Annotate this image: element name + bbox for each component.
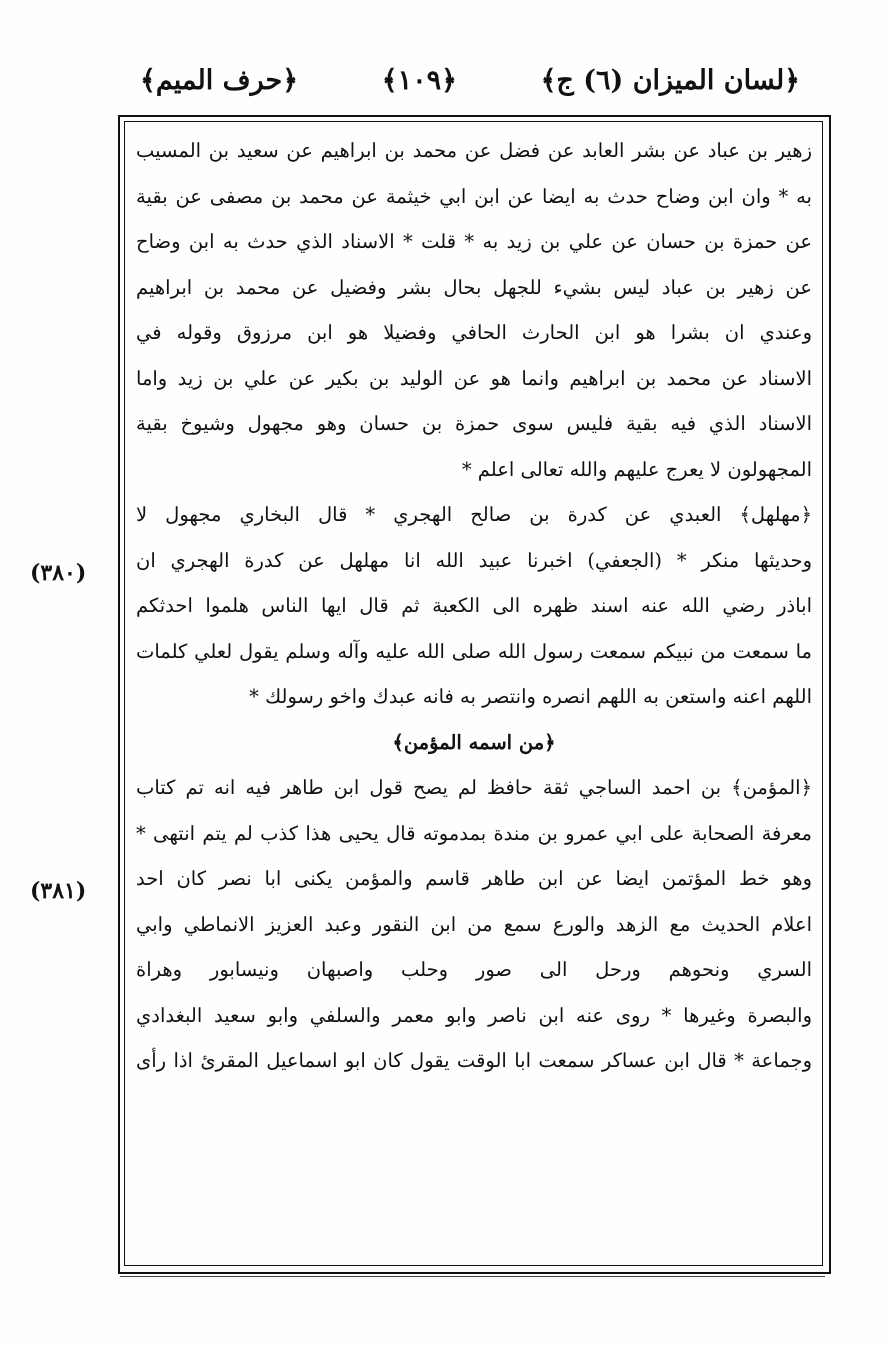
entry-line-muhalhal: ﴿مهلهل﴾ العبدي عن كدرة بن صالح الهجري * قال البخاري مجهول لا — [136, 503, 812, 526]
text-line: وجماعة * قال ابن عساكر سمعت ابا الوقت يقول كان ابو اسماعيل المقرئ اذا رأى — [136, 1049, 812, 1072]
header-chapter: ﴿حرف الميم﴾ — [140, 64, 299, 96]
page-header — [140, 52, 800, 108]
page-number: ﴿١٠٩﴾ — [381, 64, 457, 96]
bottom-rule — [120, 1276, 825, 1277]
text-line: الاسناد عن محمد بن ابراهيم وانما هو عن الوليد بن بكير عن علي بن زيد واما — [136, 366, 812, 390]
text-line: وحديثها منكر * (الجعفي) اخبرنا عبيد الله انا مهلهل عن كدرة الهجري ان — [136, 548, 812, 572]
text-line: وعندي ان بشرا هو ابن الحارث الحافي وفضيلا هو ابن مرزوق وقوله في — [136, 321, 812, 344]
text-line: والبصرة وغيرها * روى عنه ابن ناصر وابو معمر والسلفي وابو سعيد البغدادي — [136, 1003, 812, 1027]
text-line: الاسناد الذي فيه بقية فليس سوى حمزة بن حسان وهو مجهول وشيوخ بقية — [136, 412, 812, 435]
text-line: اللهم اعنه واستعن به اللهم انصره وانتصر به فانه عبدك واخو رسولك * — [249, 685, 812, 708]
text-line: عن حمزة بن حسان عن علي بن زيد به * قلت * الاسناد الذي حدث به ابن وضاح — [136, 230, 812, 253]
entry-number-380: (٣٨٠) — [30, 560, 87, 586]
text-line: معرفة الصحابة على ابي عمرو بن مندة بمدموته قال يحيى هذا كذب لم يتم انتهى * — [136, 821, 812, 845]
text-line: وهو خط المؤتمن ايضا عن ابن طاهر قاسم والمؤمن يكنى ابا نصر كان احد — [136, 867, 812, 890]
text-line: عن زهير بن عباد ليس بشيء للجهل بحال بشر وفضيل عن محمد بن ابراهيم — [136, 275, 812, 299]
text-line: اعلام الحديث مع الزهد والورع سمع من ابن النقور وعبد العزيز الانماطي وابي — [136, 912, 812, 936]
body-text — [136, 128, 812, 1084]
text-line: المجهولون لا يعرج عليهم والله تعالى اعلم * — [461, 457, 812, 481]
text-line: اباذر رضي الله عنه اسند ظهره الى الكعبة ثم قال ايها الناس هلموا احدثكم — [136, 594, 812, 617]
entry-number-381: (٣٨١) — [30, 878, 87, 904]
section-heading: ﴿من اسمه المؤمن﴾ — [392, 730, 556, 754]
text-line: به * وان ابن وضاح حدث به ايضا عن ابن ابي خيثمة عن محمد بن مصفى عن بقية — [136, 184, 812, 208]
header-book-title: ﴿لسان الميزان (٦) ج﴾ — [540, 64, 800, 96]
text-line: السري ونحوهم ورحل الى صور وحلب واصبهان ونيسابور وهراة — [136, 958, 812, 981]
text-line: ما سمعت من نبيكم سمعت رسول الله صلى الله عليه وآله وسلم يقول لعلي كلمات — [136, 639, 812, 663]
entry-line-muamin: ﴿المؤمن﴾ بن احمد الساجي ثقة حافظ لم يصح قول ابن طاهر فيه انه تم كتاب — [136, 776, 812, 799]
text-line: زهير بن عباد عن بشر العابد عن فضل عن محمد بن ابراهيم عن سعيد بن المسيب — [136, 139, 812, 162]
